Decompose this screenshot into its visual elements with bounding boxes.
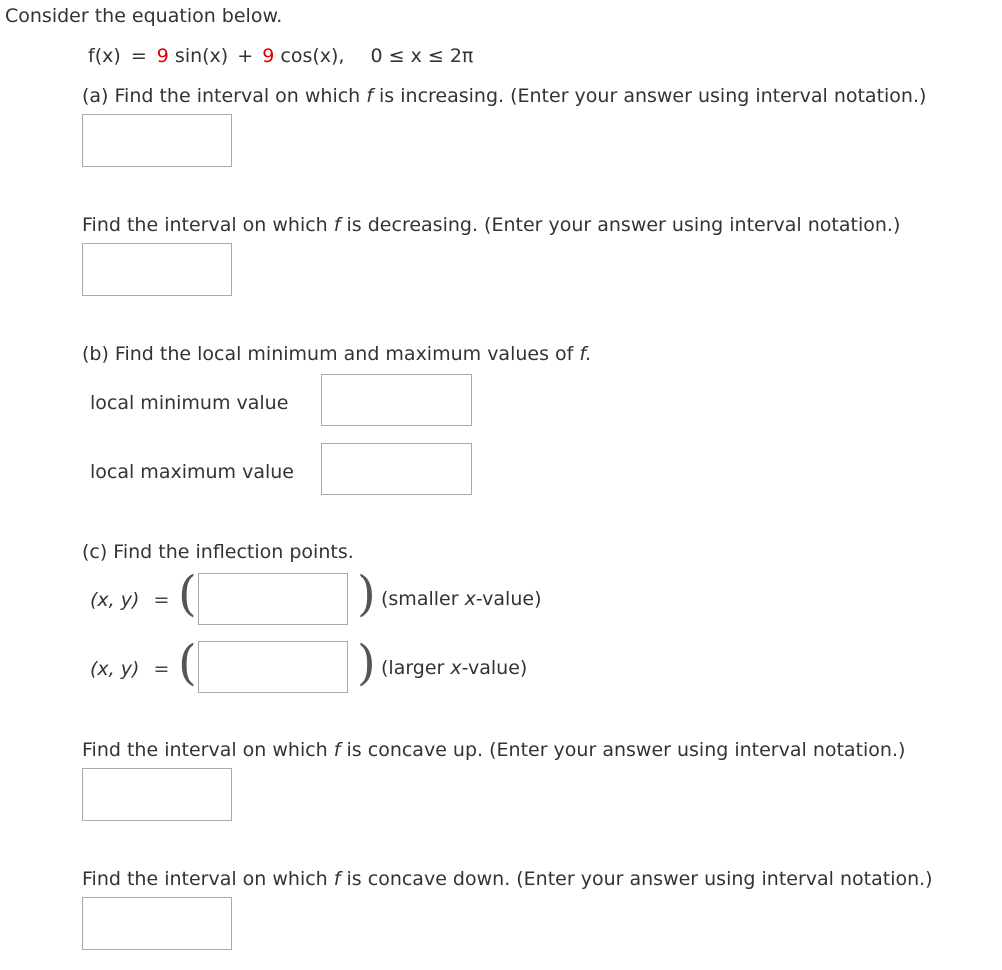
smaller-x-note: (smaller x-value) — [381, 588, 542, 610]
function-name: f — [366, 85, 373, 107]
open-paren: ( — [178, 635, 197, 691]
question-concave-down: Find the interval on which f is concave down. (Enter your answer using interval notation.) — [82, 868, 933, 890]
equation-coef2: 9 — [262, 45, 275, 67]
local-max-label: local maximum value — [90, 461, 294, 483]
equation — [88, 47, 473, 66]
equation-lhs: f(x) — [88, 45, 121, 67]
function-name: f — [333, 739, 341, 761]
question-concave-up: Find the interval on which f is concave up. (Enter your answer using interval notation.) — [82, 739, 906, 761]
question-inflection-points: (c) Find the inflection points. — [82, 541, 354, 563]
question-local-extrema: (b) Find the local minimum and maximum values of f. — [82, 343, 592, 365]
question-increasing: (a) Find the interval on which f is increasing. (Enter your answer using interval notation.) — [82, 85, 927, 107]
equation-plus: + — [237, 45, 254, 67]
close-paren: ) — [357, 635, 376, 691]
larger-x-note: (larger x-value) — [381, 657, 528, 679]
open-paren: ( — [178, 566, 197, 622]
equation-domain: 0 ≤ x ≤ 2π — [370, 45, 474, 67]
local-min-label: local minimum value — [90, 392, 289, 414]
xy-label-2: (x, y) = — [90, 658, 170, 680]
equation-equals: = — [130, 45, 147, 67]
equation-term2: cos(x), — [280, 45, 345, 67]
increasing-interval-input[interactable] — [82, 114, 232, 167]
concave-up-interval-input[interactable] — [82, 768, 232, 821]
equation-term1: sin(x) — [174, 45, 229, 67]
xy-label-1: (x, y) = — [90, 589, 170, 611]
function-name: f. — [579, 343, 592, 365]
close-paren: ) — [357, 566, 376, 622]
function-name: f — [333, 214, 341, 236]
question-decreasing: Find the interval on which f is decreasing. (Enter your answer using interval notation.) — [82, 214, 901, 236]
function-name: f — [333, 868, 341, 890]
inflection-point-1-input[interactable] — [198, 573, 348, 625]
decreasing-interval-input[interactable] — [82, 243, 232, 296]
inflection-point-2-input[interactable] — [198, 641, 348, 693]
local-min-input[interactable] — [321, 374, 472, 426]
intro-text: Consider the equation below. — [5, 5, 283, 27]
local-max-input[interactable] — [321, 443, 472, 495]
concave-down-interval-input[interactable] — [82, 897, 232, 950]
equation-coef1: 9 — [156, 45, 169, 67]
